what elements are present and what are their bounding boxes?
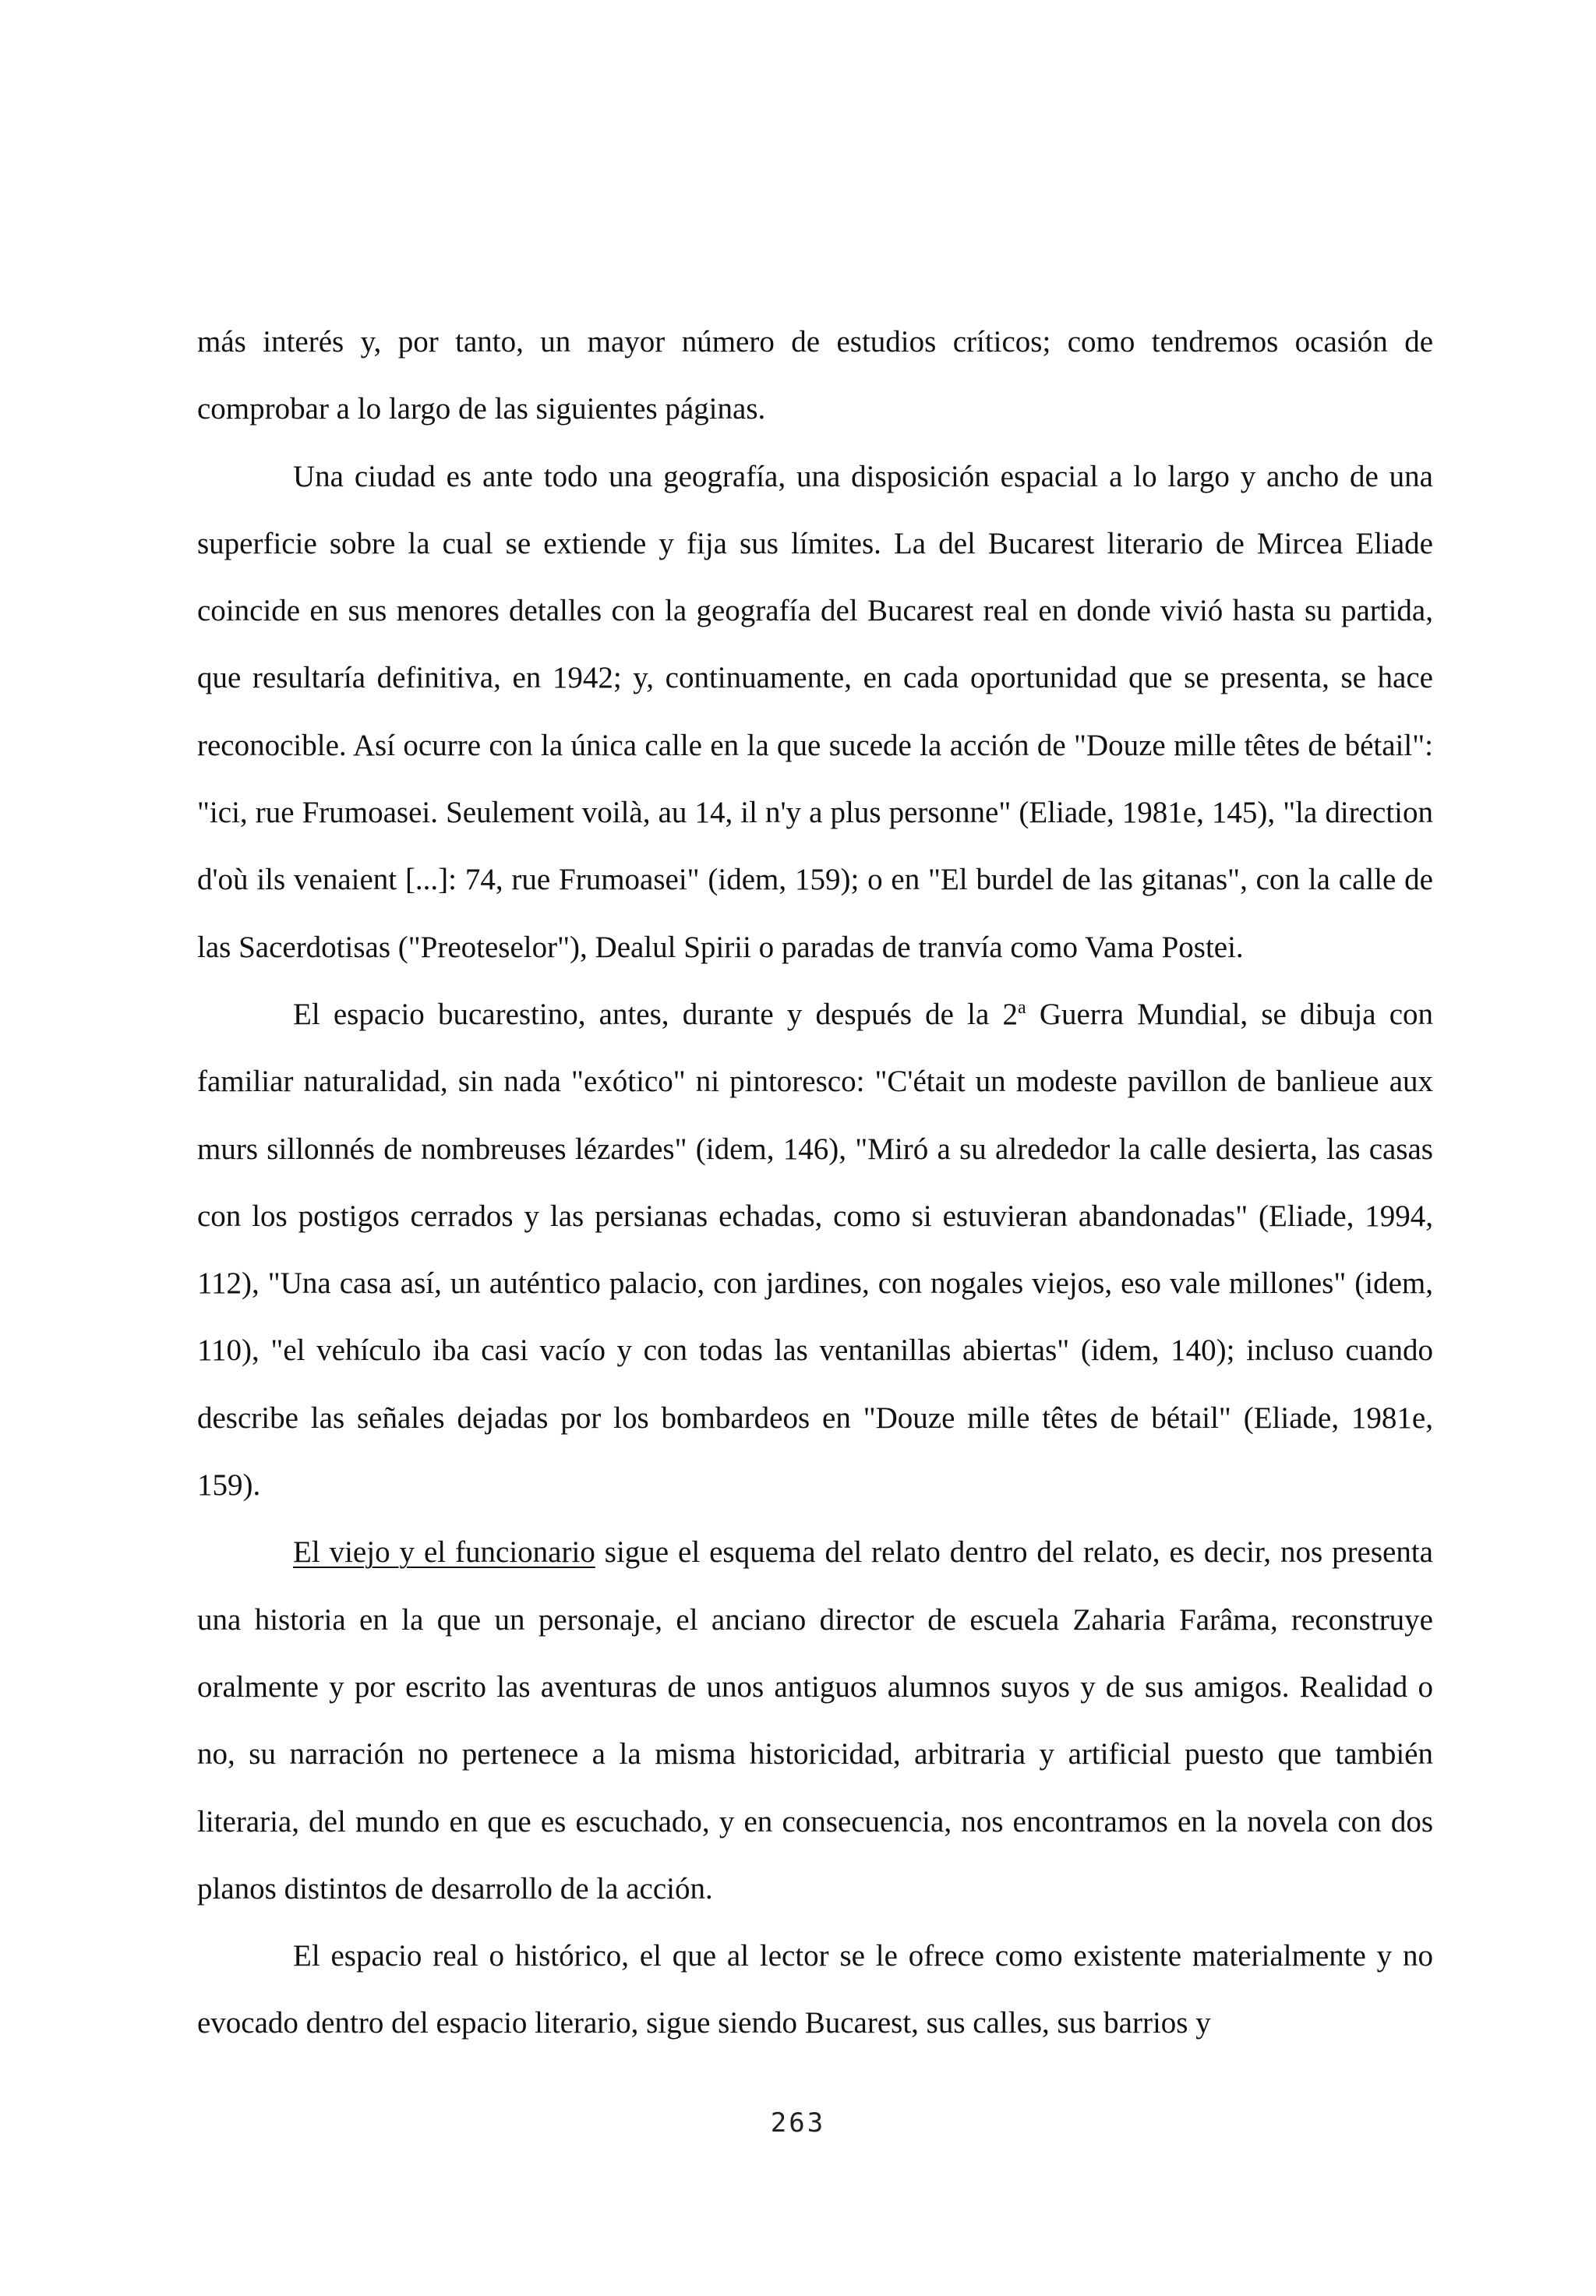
paragraph-2-text: Una ciudad es ante todo una geografía, una disposición espacial a lo largo y ancho de una superficie sobre la cual se extiende y fija sus límites. La del Bucarest literario de Mircea Eliade coincide en sus menores detalles con la geografía del Bucarest real en donde vivió hasta su partida, que resultaría definitiva, en 1942; y, continuamente, en cada oportunidad que se presenta, se hace reconocible. Así ocurre con la única calle en la que sucede la acción de "Douze mille têtes de bétail": "ici, rue Frumoasei. Seulement voilà, au 14, il n'y a plus personne" (Eliade, 1981e, 145), "la direction d'où ils venaient [...]: 74, rue Frumoasei" (idem, 159); o en "El burdel de las gitanas", con la calle de las Sacerdotisas ("Preoteselor"), Dealul Spirii o paradas de tranvía como Vama Postei. bbox=[197, 459, 1433, 964]
body-text bbox=[197, 309, 1433, 2058]
page-number: 263 bbox=[770, 2107, 826, 2139]
ordinal-superscript: a bbox=[1018, 997, 1026, 1018]
paragraph-4-text: sigue el esquema del relato dentro del relato, es decir, nos presenta una historia en la que un personaje, el anciano director de escuela Zaharia Farâma, reconstruye oralmente y por escrito las aventuras de unos antiguos alumnos suyos y de sus amigos. Realidad o no, su narración no pertenece a la misma historicidad, arbitraria y artificial puesto que también literaria, del mundo en que es escuchado, y en consecuencia, nos encontramos en la novela con dos planos distintos de desarrollo de la acción. bbox=[197, 1535, 1433, 1906]
paragraph-1 bbox=[197, 309, 1433, 443]
paragraph-5-text: El espacio real o histórico, el que al lector se le ofrece como existente materialmente y no evocado dentro del espacio literario, sigue siendo Bucarest, sus calles, sus barrios y bbox=[197, 1939, 1433, 2040]
paragraph-1-text: más interés y, por tanto, un mayor número de estudios críticos; como tendremos ocasión de comprobar a lo largo de las siguientes páginas. bbox=[197, 325, 1433, 426]
paragraph-3-text-before: El espacio bucarestino, antes, durante y después de la 2 bbox=[293, 997, 1018, 1031]
novel-title: El viejo y el funcionario bbox=[293, 1535, 595, 1570]
paragraph-5 bbox=[197, 1923, 1433, 2058]
paragraph-2 bbox=[197, 443, 1433, 981]
paragraph-3-text-after: Guerra Mundial, se dibuja con familiar naturalidad, sin nada "exótico" ni pintoresco: "C'était un modeste pavillon de banlieue aux murs sillonnés de nombreuses lézardes" (idem, 146), "Miró a su alrededor la calle desierta, las casas con los postigos cerrados y las persianas echadas, como si estuvieran abandonadas" (Eliade, 1994, 112), "Una casa así, un auténtico palacio, con jardines, con nogales viejos, eso vale millones" (idem, 110), "el vehículo iba casi vacío y con todas las ventanillas abiertas" (idem, 140); incluso cuando describe las señales dejadas por los bombardeos en "Douze mille têtes de bétail" (Eliade, 1981e, 159). bbox=[197, 997, 1434, 1503]
paragraph-4 bbox=[197, 1519, 1433, 1923]
paragraph-3 bbox=[197, 981, 1433, 1519]
